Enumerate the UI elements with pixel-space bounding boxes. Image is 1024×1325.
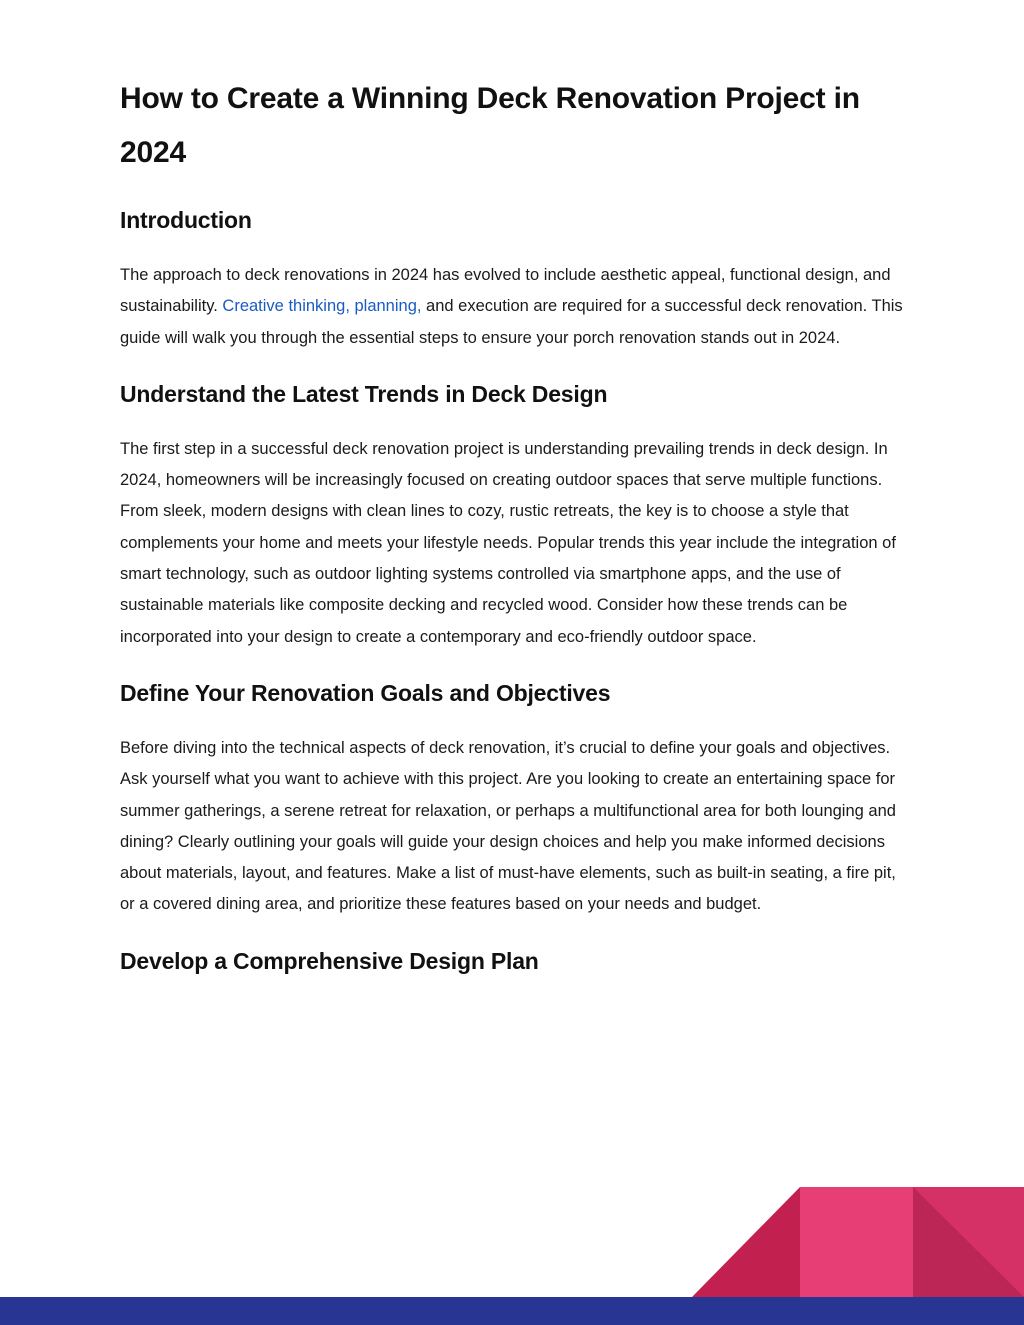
section-heading-goals: Define Your Renovation Goals and Objectives <box>120 679 611 706</box>
trends-paragraph: The first step in a successful deck renovation project is understanding prevailing trends in deck design. In 2024, homeowners will be increasingly focused on creating outdoor spaces that serve multiple functions. From sleek, modern designs with clean lines to cozy, rustic retreats, the key is to choose a style that complements your home and meets your lifestyle needs. Popular trends this year include the integration of smart technology, such as outdoor lighting systems controlled via smartphone apps, and the use of sustainable materials like composite decking and recycled wood. Consider how these trends can be incorporated into your design to create a contemporary and eco-friendly outdoor space. <box>120 439 896 646</box>
footer-bar <box>0 1297 1024 1325</box>
section-heading-trends: Understand the Latest Trends in Deck Design <box>120 380 608 407</box>
intro-text-before-link: The approach to deck renovations in 2024 has evolved to include aesthetic appeal, functional design, and sustainability. <box>120 266 891 316</box>
decor-crimson-triangle <box>692 1187 800 1297</box>
decor-pink-block <box>800 1187 913 1297</box>
section-heading-design-plan: Develop a Comprehensive Design Plan <box>120 947 539 974</box>
page-title: How to Create a Winning Deck Renovation Project in 2024 <box>120 82 860 169</box>
goals-paragraph: Before diving into the technical aspects of deck renovation, it’s crucial to define your goals and objectives. Ask yourself what you want to achieve with this project. Are you looking to create an entertaining space for summer gatherings, a serene retreat for relaxation, or perhaps a multifunctional area for both lounging and dining? Clearly outlining your goals will guide your design choices and help you make informed decisions about materials, layout, and features. Make a list of must-have elements, such as built-in seating, a fire pit, or a covered dining area, and prioritize these features based on your needs and budget. <box>120 738 896 914</box>
section-heading-introduction: Introduction <box>120 207 252 233</box>
intro-text-after-link: and execution are required for a successful deck renovation. This guide will walk you through the essential steps to ensure your porch renovation stands out in 2024. <box>120 297 903 347</box>
creative-thinking-link[interactable]: Creative thinking, planning, <box>222 297 422 316</box>
